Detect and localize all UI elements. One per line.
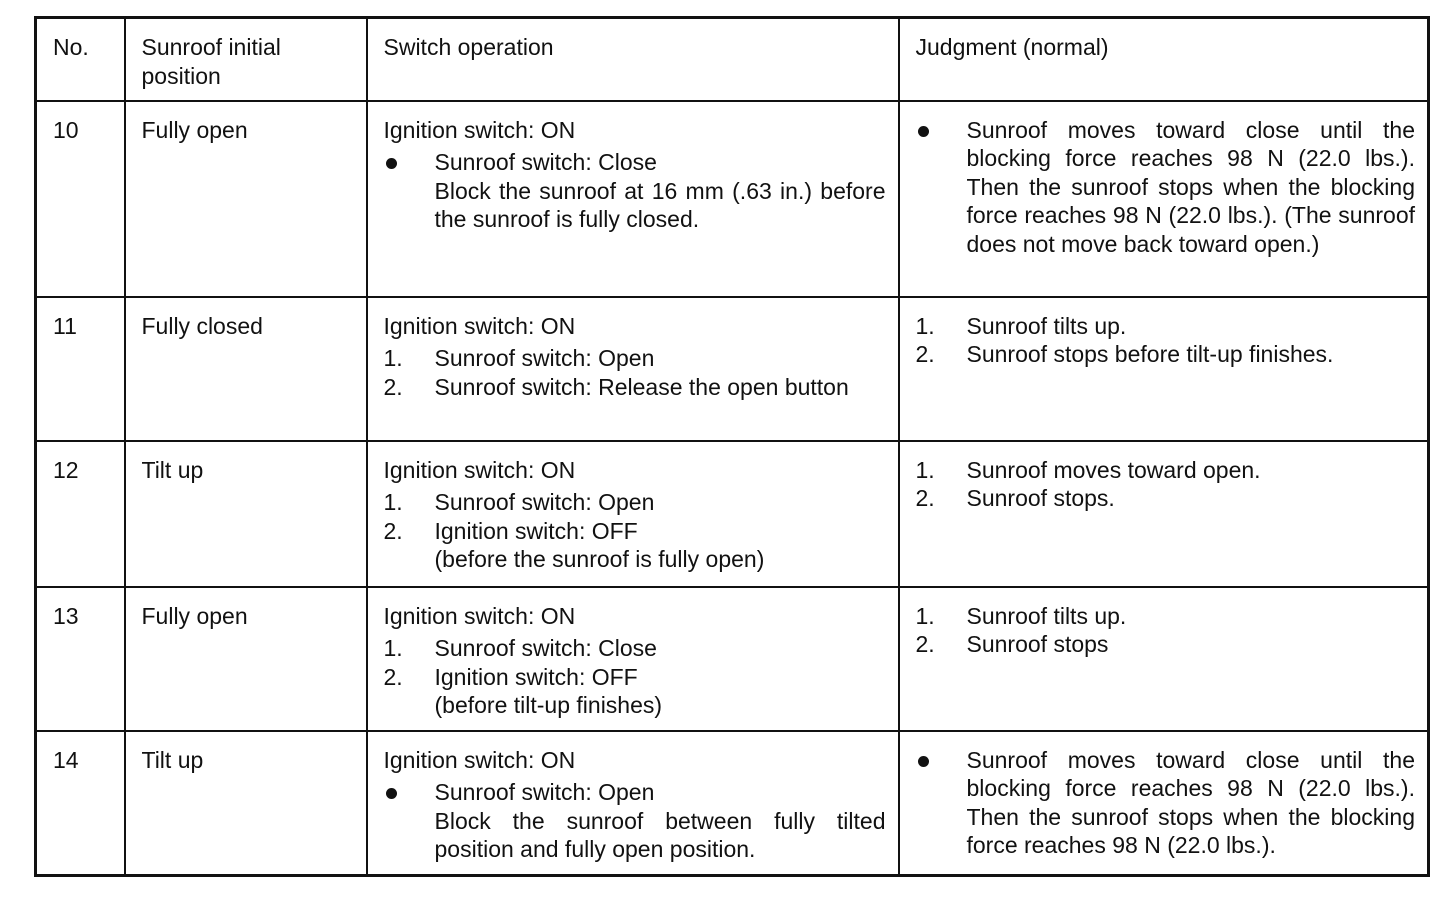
step-number: 1. [383, 635, 403, 661]
step-number: 2. [383, 373, 403, 400]
table-row [36, 587, 1429, 731]
operation-step-note: (before tilt-up finishes) [434, 692, 663, 718]
bullet-icon [918, 756, 929, 767]
step-number: 1. [383, 489, 403, 515]
operation-intro: Ignition switch: ON [383, 746, 576, 773]
judgment-item [916, 456, 1416, 485]
step-number: 1. [383, 345, 403, 371]
operation-step [384, 778, 886, 864]
step-number: 2. [383, 517, 403, 544]
judgment-item [916, 116, 1416, 259]
table-row [36, 101, 1429, 297]
table-row [36, 297, 1429, 441]
operation-steps [384, 148, 886, 234]
operation-step [384, 373, 886, 402]
bullet-icon [386, 788, 397, 799]
switch-operation-cell [367, 297, 899, 441]
judgment-list [916, 456, 1416, 513]
judgment-item [916, 602, 1416, 631]
operation-step-text: Sunroof switch: Open [434, 345, 655, 371]
initial-position: Tilt up [125, 731, 367, 876]
judgment-list [916, 602, 1416, 659]
initial-position: Tilt up [125, 441, 367, 587]
operation-steps [384, 778, 886, 864]
row-number: 14 [36, 731, 125, 876]
document-page [34, 16, 1427, 877]
judgment-cell [899, 101, 1429, 297]
header-switch-operation: Switch operation [367, 18, 899, 101]
operation-step [384, 488, 886, 517]
sunroof-judgment-table [34, 16, 1430, 877]
operation-step-text: Ignition switch: OFF [434, 517, 638, 544]
judgment-item [916, 630, 1416, 659]
header-no: No. [36, 18, 125, 101]
initial-position: Fully closed [125, 297, 367, 441]
row-number: 10 [36, 101, 125, 297]
operation-intro: Ignition switch: ON [383, 456, 576, 483]
operation-step-note: (before the sunroof is fully open) [434, 546, 765, 572]
row-number: 13 [36, 587, 125, 731]
judgment-cell [899, 441, 1429, 587]
operation-intro: Ignition switch: ON [383, 602, 576, 629]
judgment-text: Sunroof moves toward open. [966, 456, 1261, 483]
judgment-text: Sunroof stops before tilt-up finishes. [966, 341, 1334, 367]
step-number: 1. [915, 456, 935, 483]
operation-step-text: Sunroof switch: Open [434, 779, 655, 805]
step-number: 1. [915, 602, 935, 629]
bullet-icon [386, 158, 397, 169]
operation-step [384, 663, 886, 720]
operation-steps [384, 344, 886, 401]
switch-operation-cell [367, 731, 899, 876]
judgment-text: Sunroof tilts up. [966, 312, 1127, 339]
header-judgment: Judgment (normal) [899, 18, 1429, 101]
judgment-item [916, 312, 1416, 341]
header-initial-position: Sunroof initial position [125, 18, 367, 101]
operation-step-note: Block the sunroof between fully tilted position and fully open position. [434, 807, 886, 862]
table-body [36, 101, 1429, 876]
judgment-list [916, 312, 1416, 369]
bullet-icon [918, 126, 929, 137]
step-number: 2. [915, 631, 935, 657]
operation-steps [384, 634, 886, 720]
judgment-cell [899, 587, 1429, 731]
operation-step [384, 148, 886, 234]
judgment-cell [899, 731, 1429, 876]
step-number: 1. [915, 312, 935, 339]
judgment-text: Sunroof tilts up. [966, 602, 1127, 629]
operation-step-text: Sunroof switch: Open [434, 489, 655, 515]
judgment-list [916, 746, 1416, 860]
operation-step-text: Sunroof switch: Close [434, 149, 657, 175]
operation-step-text: Sunroof switch: Release the open button [434, 373, 849, 400]
operation-step [384, 517, 886, 574]
step-number: 2. [383, 663, 403, 690]
operation-step-text: Sunroof switch: Close [434, 635, 657, 661]
operation-step [384, 634, 886, 663]
operation-intro: Ignition switch: ON [383, 116, 576, 143]
judgment-text: Sunroof moves toward close until the blocking force reaches 98 N (22.0 lbs.). Then the sunroof stops when the blocking force reaches 98 N (22.0 lbs.). (The sunroof does not move back toward open.) [966, 116, 1415, 257]
switch-operation-cell [367, 587, 899, 731]
judgment-text: Sunroof stops [966, 631, 1109, 657]
operation-step-text: Ignition switch: OFF [434, 663, 638, 690]
row-number: 11 [36, 297, 125, 441]
operation-intro: Ignition switch: ON [383, 312, 576, 339]
switch-operation-cell [367, 101, 899, 297]
switch-operation-cell [367, 441, 899, 587]
operation-step-note: Block the sunroof at 16 mm (.63 in.) before the sunroof is fully closed. [434, 177, 886, 232]
step-number: 2. [915, 485, 935, 511]
table-row [36, 441, 1429, 587]
table-header-row [36, 18, 1429, 101]
judgment-text: Sunroof stops. [966, 485, 1115, 511]
judgment-list [916, 116, 1416, 259]
operation-step [384, 344, 886, 373]
initial-position: Fully open [125, 587, 367, 731]
judgment-item [916, 484, 1416, 513]
judgment-item [916, 746, 1416, 860]
table-row [36, 731, 1429, 876]
judgment-item [916, 340, 1416, 369]
initial-position: Fully open [125, 101, 367, 297]
row-number: 12 [36, 441, 125, 587]
operation-steps [384, 488, 886, 574]
step-number: 2. [915, 341, 935, 367]
judgment-text: Sunroof moves toward close until the blocking force reaches 98 N (22.0 lbs.). Then the sunroof stops when the blocking force reaches 98 N (22.0 lbs.). [966, 746, 1415, 858]
judgment-cell [899, 297, 1429, 441]
